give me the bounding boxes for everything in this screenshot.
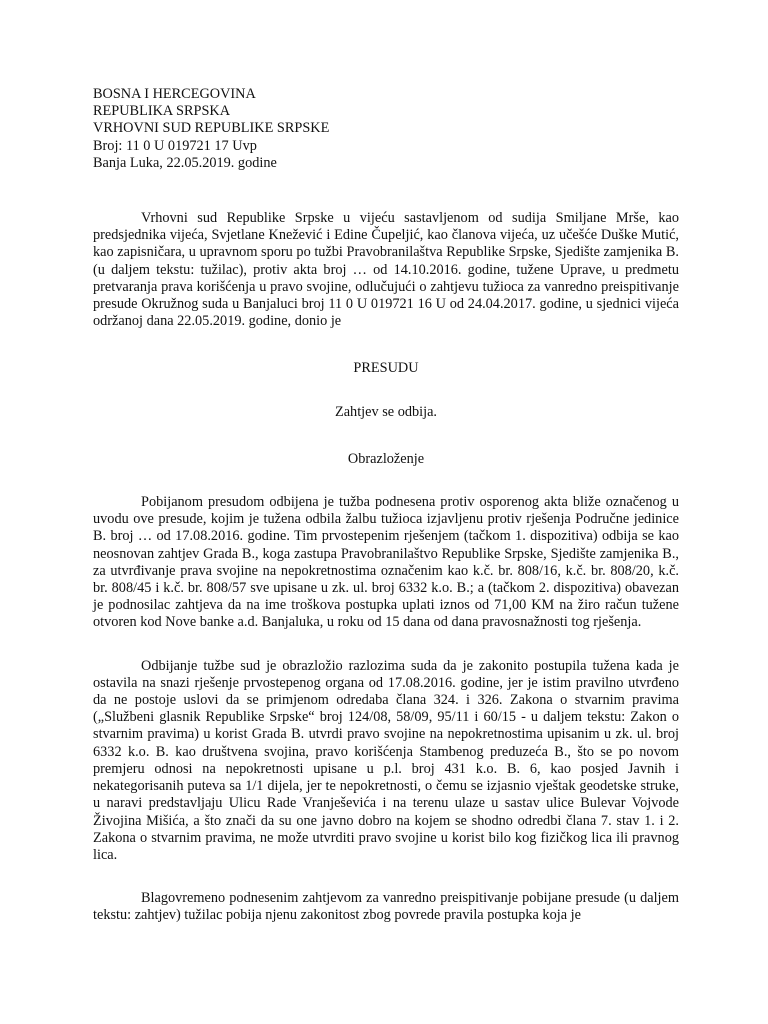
verdict-text: Zahtjev se odbija. (334, 403, 438, 420)
header-case-number: Broj: 11 0 U 019721 17 Uvp (93, 137, 257, 154)
header-entity: REPUBLIKA SRPSKA (93, 103, 231, 120)
header-court: VRHOVNI SUD REPUBLIKE SRPSKE (93, 120, 330, 137)
document-page (93, 86, 679, 925)
reasoning-title: Obrazloženje (347, 450, 425, 467)
header-place-date: Banja Luka, 22.05.2019. godine (93, 154, 277, 171)
verdict-title: PRESUDU (353, 360, 419, 377)
reasoning-paragraph-2: Odbijanje tužbe sud je obrazložio razlozima suda da je zakonito postupila tužena kada je ostavila na snazi rješenje prvostepenog organa od 17.08.2016. godine, jer je istim pravilno utvrđeno da ne postoje uslovi da se primjenom odredaba člana 324. i 326. Zakona o stvarnim pravima („Službeni glasnik Republike Srpske“ broj 124/08, 58/09, 95/11 i 60/15 - u daljem tekstu: Zakon o stvarnim pravima) u korist Grada B. utvrdi pravo svojine na nepokretnostima upisanim u zk. ul. broj 6332 k.o. B. kao društvena svojina, pravo korišćenja Stambenog preduzeća B., što se po novom premjeru odnosi na nepokretnosti upisane u p.l. broj 431 k.o. B. 6, kao posjed Javnih i nekategorisanih puteva sa 1/1 dijela, jer te nepokretnosti, o čemu se izjasnio vještak geodetske struke, u naravi predstavljaju Ulicu Rade Vranješevića i na terenu ulaze u sastav ulice Bulevar Vojvode Živojina Mišića, a što znači da su one javno dobro na kojem se shodno odredbi člana 7. stav 1. i 2. Zakona o stvarnim pravima, ne može utvrditi pravo svojine u korist bilo kog fizičkog lica ili pravnog lica. (93, 657, 679, 863)
document-header (93, 86, 679, 172)
intro-paragraph: Vrhovni sud Republike Srpske u vijeću sastavljenom od sudija Smiljane Mrše, kao predsjednika vijeća, Svjetlane Knežević i Edine Čupeljić, kao članova vijeća, uz učešće Duške Mutić, kao zapisničara, u upravnom sporu po tužbi Pravobranilaštva Republike Srpske, Sjedište zamjenika B. (u daljem tekstu: tužilac), protiv akta broj … od 14.10.2016. godine, tužene Uprave, u predmetu pretvaranja prava korišćenja u pravo svojine, odlučujući o zahtjevu tužioca za vanredno preispitivanje presude Okružnog suda u Banjaluci broj 11 0 U 019721 16 U od 24.04.2017. godine, u sjednici vijeća održanoj dana 22.05.2019. godine, donio je (93, 210, 679, 330)
reasoning-paragraph-1: Pobijanom presudom odbijena je tužba podnesena protiv osporenog akta bliže označenog u uvodu ove presude, kojim je tužena odbila žalbu tužioca izjavljenu protiv rješenja Područne jedinice B. broj … od 17.08.2016. godine. Tim prvostepenim rješenjem (tačkom 1. dispozitiva) odbija se kao neosnovan zahtjev Grada B., koga zastupa Pravobranilaštvo Republike Srpske, Sjedište zamjenika B., za utvrđivanje prava svojine na nepokretnostima označenim kao k.č. br. 808/16, k.č. br. 808/20, k.č. br. 808/45 i k.č. br. 808/57 sve upisane u zk. ul. broj 6332 k.o. B.; a (tačkom 2. dispozitiva) obavezan je podnosilac zahtjeva da na ime troškova postupka uplati iznos od 71,00 KM na žiro račun tužene otvoren kod Nove banke a.d. Banjaluka, u roku od 15 dana od dana pravosnažnosti tog rješenja. (93, 494, 679, 631)
reasoning-paragraph-3: Blagovremeno podnesenim zahtjevom za vanredno preispitivanje pobijane presude (u daljem tekstu: zahtjev) tužilac pobija njenu zakonitost zbog povrede pravila postupka koja je (93, 890, 679, 924)
header-country: BOSNA I HERCEGOVINA (93, 86, 256, 102)
